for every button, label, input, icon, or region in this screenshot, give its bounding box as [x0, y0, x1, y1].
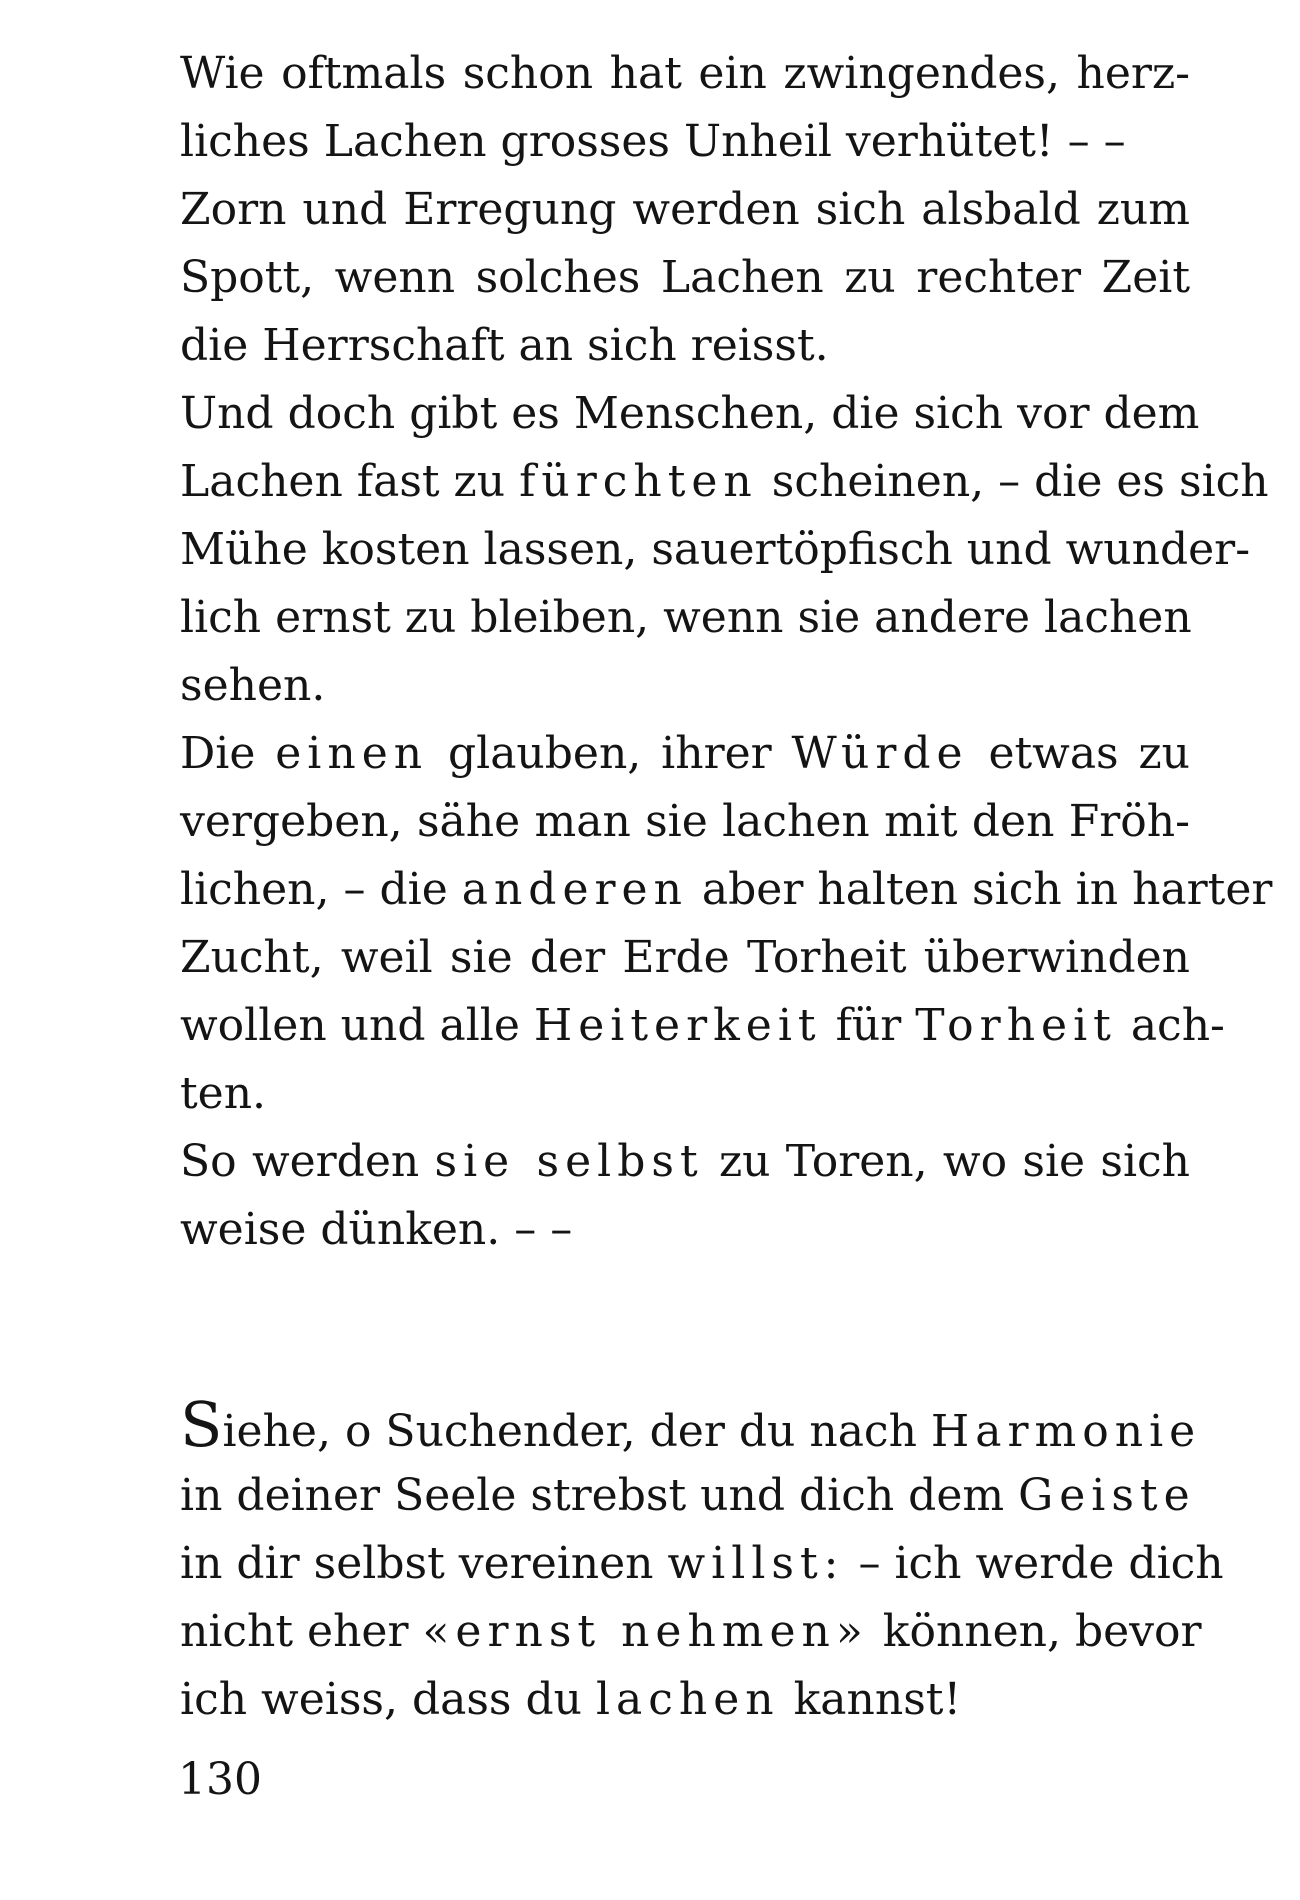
text-line: Und doch gibt es Menschen, die sich vor dem — [180, 388, 1200, 439]
text-line — [180, 448, 1269, 516]
text-run: für — [821, 1000, 916, 1051]
text-line — [180, 992, 1225, 1060]
emphasized-text: lachen — [595, 1674, 780, 1725]
text-run: So werden — [180, 1136, 435, 1187]
text-line — [180, 1598, 1202, 1666]
paragraph — [180, 40, 1190, 176]
emphasized-text: sie selbst — [434, 1136, 704, 1187]
book-page-text — [180, 40, 1273, 1734]
text-line: liches Lachen grosses Unheil verhütet! – – — [180, 116, 1126, 167]
text-run: iehe, o Suchender, der du nach — [222, 1406, 931, 1457]
emphasized-text: Würde — [791, 728, 969, 779]
text-run: ich weiss, dass du — [180, 1674, 596, 1725]
text-run: in deiner Seele strebst und dich dem — [180, 1470, 1019, 1521]
text-line: Zorn und Erregung werden sich alsbald zum — [180, 184, 1190, 235]
text-run: lichen, – die — [180, 864, 462, 915]
paragraph — [180, 380, 1269, 720]
text-run: zu Toren, wo sie sich — [703, 1136, 1191, 1187]
initial-letter: S — [180, 1388, 223, 1461]
text-line — [180, 856, 1273, 924]
text-line: Zucht, weil sie der Erde Torheit überwinden — [180, 932, 1190, 983]
text-line: Mühe kosten lassen, sauertöpfisch und wunder- — [180, 524, 1251, 575]
text-line — [180, 720, 1190, 788]
text-line: Wie oftmals schon hat ein zwingendes, herz- — [180, 48, 1190, 99]
emphasized-text: Heiterkeit — [533, 1000, 822, 1051]
text-run: – ich werde dich — [844, 1538, 1224, 1589]
text-line — [180, 1388, 1202, 1462]
text-line — [180, 1128, 1190, 1196]
text-line: vergeben, sähe man sie lachen mit den Fröh- — [180, 796, 1190, 847]
text-line — [180, 1530, 1224, 1598]
paragraph — [180, 176, 1190, 380]
text-line: ten. — [180, 1068, 267, 1119]
text-line — [180, 1666, 1190, 1734]
text-run: kannst! — [779, 1674, 962, 1725]
emphasized-text: Torheit — [915, 1000, 1117, 1051]
paragraph — [180, 1388, 1224, 1734]
emphasized-text: «ernst nehmen» — [422, 1606, 869, 1657]
text-run: glauben, ihrer — [428, 728, 792, 779]
emphasized-text: Harmonie — [930, 1406, 1202, 1457]
emphasized-text: einen — [275, 728, 429, 779]
text-run: aber halten sich in harter — [687, 864, 1273, 915]
text-run: scheinen, – die es sich — [757, 456, 1269, 507]
text-run: Die — [180, 728, 276, 779]
text-run: können, bevor — [868, 1606, 1202, 1657]
text-line: sehen. — [180, 660, 326, 711]
text-line: Spott, wenn solches Lachen zu rechter Zeit — [180, 252, 1190, 303]
text-line: weise dünken. – – — [180, 1204, 573, 1255]
text-line: lich ernst zu bleiben, wenn sie andere lachen — [180, 592, 1192, 643]
emphasized-text: willst: — [667, 1538, 845, 1589]
emphasized-text: Geiste — [1018, 1470, 1196, 1521]
text-run: ach- — [1116, 1000, 1225, 1051]
text-run: in dir selbst vereinen — [180, 1538, 668, 1589]
emphasized-text: fürchten — [519, 456, 758, 507]
emphasized-text: anderen — [461, 864, 688, 915]
text-run: etwas zu — [968, 728, 1191, 779]
page-number: 130 — [178, 1754, 262, 1805]
text-line: die Herrschaft an sich reisst. — [180, 320, 829, 371]
section-break — [180, 1264, 1190, 1394]
text-run: wollen und alle — [180, 1000, 534, 1051]
text-run: nicht eher — [180, 1606, 423, 1657]
text-line — [180, 1462, 1196, 1530]
text-run: Lachen fast zu — [180, 456, 520, 507]
paragraph — [180, 1128, 1190, 1264]
paragraph — [180, 720, 1273, 1128]
